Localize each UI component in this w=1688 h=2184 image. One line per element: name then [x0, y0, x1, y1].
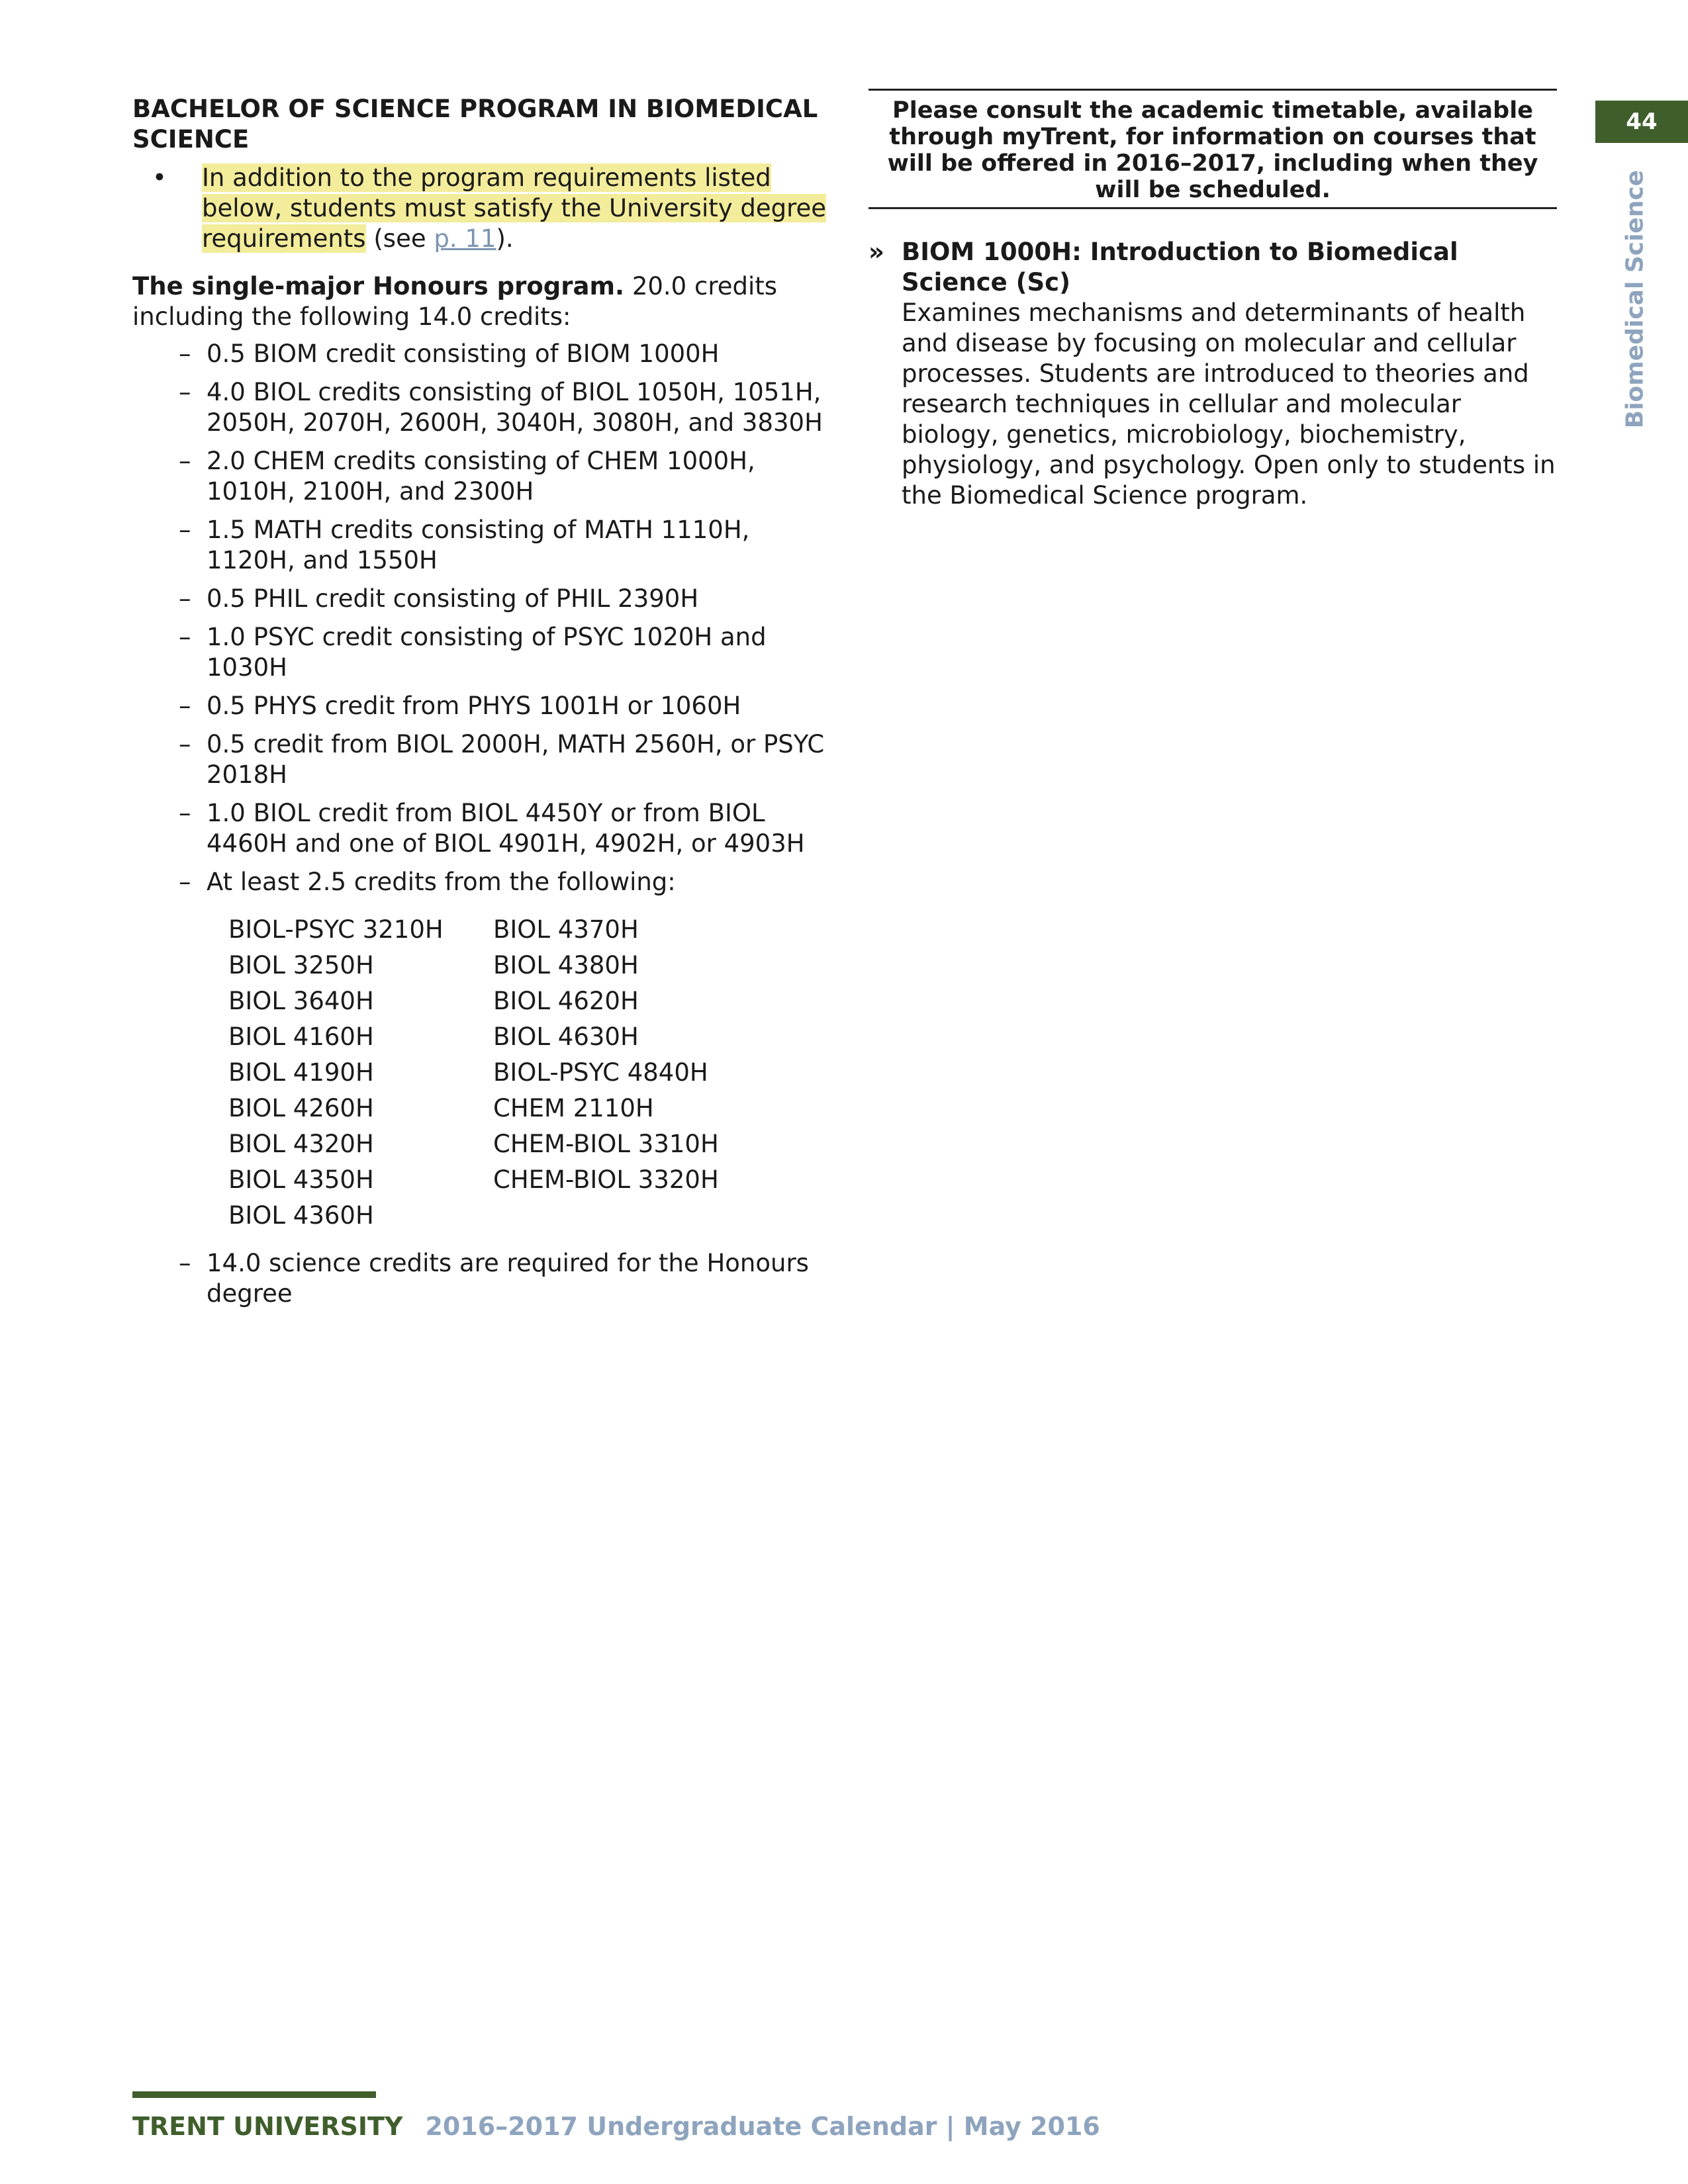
requirement-item: [179, 729, 834, 790]
requirement-text: 0.5 BIOM credit consisting of BIOM 1000H: [207, 340, 720, 368]
requirement-text: 1.0 BIOL credit from BIOL 4450Y or from BIOL 4460H and one of BIOL 4901H, 4902H, or 4903H: [207, 799, 805, 858]
course-option: BIOL-PSYC 3210H: [228, 915, 444, 944]
course-option: BIOL 3640H: [228, 987, 374, 1015]
dash-marker: –: [179, 1249, 191, 1277]
see-suffix: ).: [496, 224, 514, 253]
see-prefix: (see: [365, 224, 434, 253]
dash-marker: –: [179, 584, 191, 613]
dash-marker: –: [179, 447, 191, 475]
requirement-item: [179, 446, 834, 507]
final-requirement-list: [132, 1248, 834, 1309]
honours-program-credits: 20.0 credits including the following 14.0 credits:: [132, 272, 778, 331]
requirement-item: [179, 339, 834, 369]
requirement-text: 2.0 CHEM credits consisting of CHEM 1000H, 1010H, 2100H, and 2300H: [207, 447, 755, 506]
course-description: Examines mechanisms and determinants of health and disease by focusing on molecular and cellular processes. Students are introduced to theories and research techniques in cellular and molecular biology, genetics, microbiology, biochemistry, physiology, and psychology. Open only to students in the Biomedical Science program.: [902, 298, 1556, 510]
dash-marker: –: [179, 340, 191, 368]
honours-program-intro: [132, 271, 834, 332]
course-option: CHEM-BIOL 3310H: [493, 1130, 719, 1158]
requirements-list: [132, 339, 834, 897]
course-option: [493, 1201, 758, 1231]
course-option: BIOL-PSYC 4840H: [493, 1058, 708, 1087]
requirement-item: [179, 798, 834, 859]
course-option: BIOL 4320H: [228, 1130, 374, 1158]
dash-marker: –: [179, 730, 191, 758]
requirement-text: 1.0 PSYC credit consisting of PSYC 1020H and 1030H: [207, 623, 767, 682]
requirement-text: 0.5 PHIL credit consisting of PHIL 2390H: [207, 584, 699, 613]
honours-program-label: The single-major Honours program.: [132, 272, 625, 300]
requirement-text: 0.5 credit from BIOL 2000H, MATH 2560H, or PSYC 2018H: [207, 730, 825, 789]
program-heading: BACHELOR OF SCIENCE PROGRAM IN BIOMEDICAL SCIENCE: [132, 95, 818, 154]
requirement-item: [179, 691, 834, 721]
requirement-text: 0.5 PHYS credit from PHYS 1001H or 1060H: [207, 692, 741, 720]
course-option: BIOL 4370H: [493, 915, 639, 944]
dash-marker: –: [179, 623, 191, 651]
left-column: [132, 94, 834, 1317]
highlighted-note-text: In addition to the program requirements listed below, students must satisfy the University degree requirements: [202, 163, 827, 253]
timetable-notice: Please consult the academic timetable, available through myTrent, for information on courses that will be offered in 2016–2017, including when they will be scheduled.: [868, 89, 1557, 209]
dash-marker: –: [179, 799, 191, 827]
course-option: BIOL 4360H: [228, 1201, 374, 1230]
course-entry-biom-1000h: [868, 237, 1557, 511]
dash-marker: –: [179, 378, 191, 406]
course-option: BIOL 4380H: [493, 951, 639, 979]
course-option: BIOL 3250H: [228, 951, 374, 979]
course-option: BIOL 4630H: [493, 1023, 639, 1051]
page-reference-link[interactable]: p. 11: [434, 224, 496, 253]
requirement-text: At least 2.5 credits from the following:: [207, 868, 676, 896]
dash-marker: –: [179, 692, 191, 720]
dash-marker: –: [179, 868, 191, 896]
section-side-label: Biomedical Science: [1621, 169, 1649, 429]
requirement-text: 4.0 BIOL credits consisting of BIOL 1050H, 1051H, 2050H, 2070H, 2600H, 3040H, 3080H, and 3830H: [207, 378, 823, 437]
requirement-item: [179, 377, 834, 438]
page-number: 44: [1626, 109, 1658, 135]
bullet-dot: •: [152, 163, 167, 192]
requirement-item: [179, 1248, 834, 1309]
course-title: BIOM 1000H: Introduction to Biomedical Science (Sc): [902, 238, 1458, 296]
course-option: BIOL 4160H: [228, 1023, 374, 1051]
course-option: BIOL 4190H: [228, 1058, 374, 1087]
course-option: BIOL 4350H: [228, 1165, 374, 1194]
requirement-text: 14.0 science credits are required for the Honours degree: [207, 1249, 809, 1308]
dash-marker: –: [179, 516, 191, 544]
course-marker: »: [868, 238, 884, 266]
page-footer: [132, 2111, 1100, 2142]
course-option: BIOL 4620H: [493, 987, 639, 1015]
course-option: CHEM-BIOL 3320H: [493, 1165, 719, 1194]
right-column: [868, 89, 1557, 511]
requirement-item: [179, 515, 834, 576]
degree-requirements-note: [152, 163, 834, 254]
elective-course-grid: [228, 915, 834, 1231]
footer-rule: [132, 2091, 376, 2098]
requirement-item: [179, 867, 834, 897]
page-number-tab: [1595, 101, 1688, 143]
requirement-text: 1.5 MATH credits consisting of MATH 1110H, 1120H, and 1550H: [207, 516, 750, 574]
footer-calendar: 2016–2017 Undergraduate Calendar | May 2016: [425, 2112, 1100, 2141]
footer-university: TRENT UNIVERSITY: [132, 2112, 403, 2141]
course-option: BIOL 4260H: [228, 1094, 374, 1122]
requirement-item: [179, 584, 834, 614]
course-option: CHEM 2110H: [493, 1094, 654, 1122]
requirement-item: [179, 622, 834, 683]
